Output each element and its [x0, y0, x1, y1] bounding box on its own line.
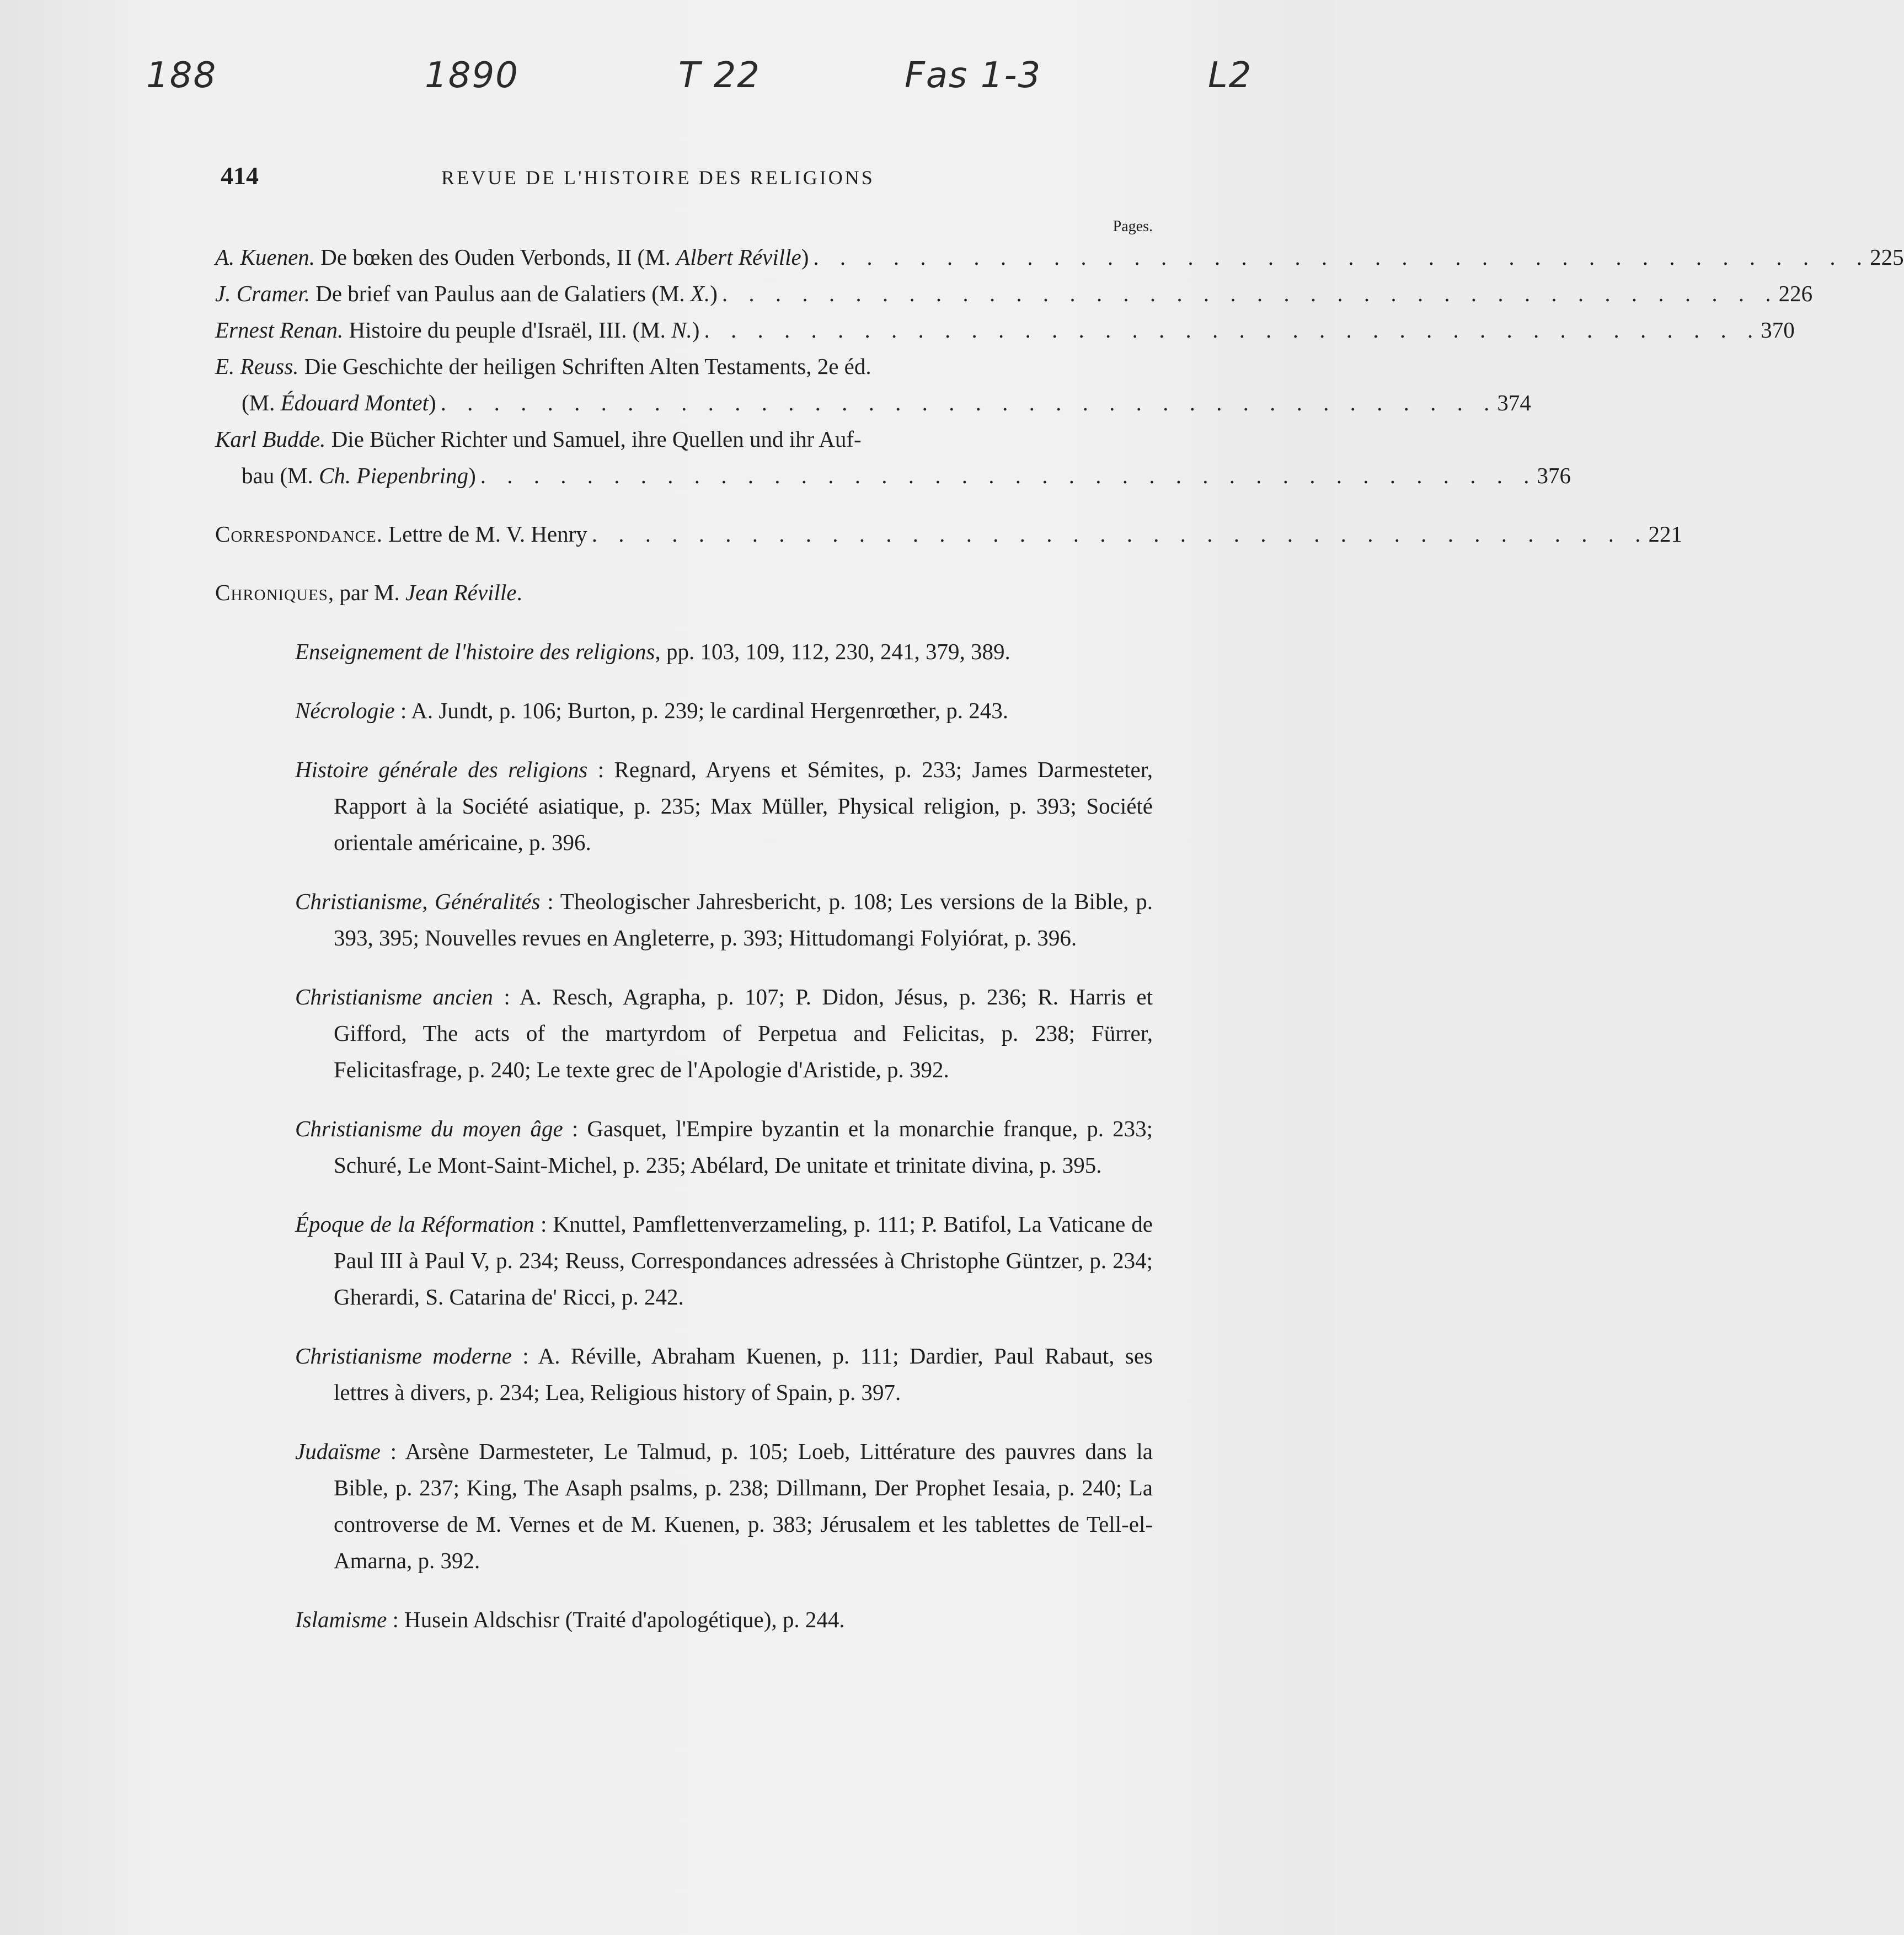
- entry-page: 376: [1537, 463, 1571, 488]
- chroniques-text: , par M.: [328, 580, 405, 605]
- entry-tail: ): [710, 281, 718, 306]
- entry-author: Karl Budde.: [215, 426, 326, 452]
- entry-tail: ): [468, 463, 476, 488]
- entry-text: Histoire du peuple d'Israël, III. (M.: [343, 317, 672, 343]
- journal-title: REVUE DE L'HISTOIRE DES RELIGIONS: [441, 167, 875, 189]
- entry-page: 374: [1497, 390, 1531, 415]
- chronique-label: Islamisme: [295, 1607, 387, 1632]
- chronique-text: : A. Réville, Abraham Kuenen, p. 111; Dardier, Paul Rabaut, ses lettres à divers, p. 234; Lea, Religious history of Spain, p. 397.: [334, 1343, 1153, 1405]
- chronique-label: Nécrologie: [295, 698, 395, 723]
- chronique-text: : A. Jundt, p. 106; Burton, p. 239; le cardinal Hergenrœther, p. 243.: [394, 698, 1009, 723]
- chronique-list: [295, 633, 1153, 1638]
- entry-reviewer: Ch. Piepenbring: [319, 463, 469, 488]
- chronique-item: [295, 1206, 1153, 1315]
- chronique-item: [295, 1338, 1153, 1410]
- entry-page: 226: [1778, 281, 1813, 306]
- entry-author: J. Cramer.: [215, 281, 310, 306]
- entry-text: De brief van Paulus aan de Galatiers (M.: [309, 281, 691, 306]
- correspondance-entry: [215, 516, 1683, 552]
- page-body: [215, 218, 1904, 1638]
- review-entry: [215, 348, 1153, 384]
- chroniques-end: .: [516, 580, 522, 605]
- chroniques-label: Chroniques: [215, 580, 328, 605]
- chronique-text: : A. Resch, Agrapha, p. 107; P. Didon, Jésus, p. 236; R. Harris et Gifford, The acts of the martyrdom of Perpetua and Felicitas, p. 238; Fürrer, Felicitasfrage, p. 240; Le texte grec de l'Apologie d'Aristide, p. 392.: [334, 984, 1153, 1082]
- chronique-label: Christianisme du moyen âge: [295, 1116, 563, 1141]
- chronique-item: [295, 1433, 1153, 1579]
- correspondance-text: Lettre de M. V. Henry: [382, 521, 587, 547]
- chroniques-author: Jean Réville: [405, 580, 517, 605]
- entry-reviewer: X.: [690, 281, 710, 306]
- entry-author: E. Reuss.: [215, 354, 299, 379]
- correspondance-label: Correspondance.: [215, 521, 383, 547]
- handwritten-mark-1: 188: [146, 55, 217, 96]
- pages-column-label: Pages.: [1113, 218, 1153, 235]
- chronique-text: : Husein Aldschisr (Traité d'apologétique), p. 244.: [387, 1607, 845, 1632]
- review-entry-continuation: [215, 457, 1571, 494]
- entry-text: De bœken des Ouden Verbonds, II (M.: [315, 244, 677, 270]
- chronique-label: Enseignement de l'histoire des religions: [295, 639, 655, 664]
- review-entry: [215, 239, 1904, 275]
- leader-dots: . . . . . . . . . . . . . . . . . . . . . . . . . . . . . . . . . . . . . . . .: [440, 390, 1497, 415]
- chronique-label: Christianisme ancien: [295, 984, 493, 1009]
- entry-reviewer: Albert Réville: [676, 244, 801, 270]
- entry-reviewer: Édouard Montet: [280, 390, 429, 415]
- leader-dots: . . . . . . . . . . . . . . . . . . . . . . . . . . . . . . . . . . . . . . . .: [704, 317, 1761, 343]
- chronique-item: [295, 692, 1153, 729]
- chronique-item: [295, 979, 1153, 1088]
- running-header: [221, 161, 1158, 190]
- handwritten-mark-2: 1890: [425, 55, 519, 96]
- chronique-label: Judaïsme: [295, 1439, 381, 1464]
- chronique-text: : Arsène Darmesteter, Le Talmud, p. 105; Loeb, Littérature des pauvres dans la Bible, p. 237; King, The Asaph psalms, p. 238; Dillmann, Der Prophet Iesaia, p. 240; La controverse de M. Vernes et de M. Kuenen, p. 383; Jérusalem et les tablettes de Tell-el-Amarna, p. 392.: [334, 1439, 1153, 1573]
- entry-tail: ): [801, 244, 809, 270]
- chronique-item: [295, 633, 1153, 670]
- chroniques-heading: [215, 574, 1153, 611]
- entry-text: Die Geschichte der heiligen Schriften Alten Testaments, 2e éd.: [298, 354, 871, 379]
- review-entry: [215, 312, 1795, 348]
- entry-text: (M.: [242, 390, 281, 415]
- entry-reviewer: N.: [671, 317, 692, 343]
- chronique-text: : Theologischer Jahresbericht, p. 108; Les versions de la Bible, p. 393, 395; Nouvelles revues en Angleterre, p. 393; Hittudomangi Folyiórat, p. 396.: [334, 889, 1153, 950]
- chronique-label: Christianisme moderne: [295, 1343, 512, 1369]
- entry-tail: ): [428, 390, 436, 415]
- entry-author: A. Kuenen.: [215, 244, 315, 270]
- entry-page: 370: [1761, 317, 1795, 343]
- entry-text: Die Bücher Richter und Samuel, ihre Quellen und ihr Auf-: [325, 426, 862, 452]
- correspondance-page: 221: [1648, 521, 1683, 547]
- chronique-item: [295, 883, 1153, 956]
- leader-dots: . . . . . . . . . . . . . . . . . . . . . . . . . . . . . . . . . . . . . . . .: [480, 463, 1537, 488]
- chronique-item: [295, 751, 1153, 860]
- review-entry: [215, 275, 1813, 312]
- handwritten-mark-4: Fas 1-3: [905, 55, 1042, 96]
- chronique-item: [295, 1110, 1153, 1183]
- chronique-text: : Gasquet, l'Empire byzantin et la monarchie franque, p. 233; Schuré, Le Mont-Saint-Michel, p. 235; Abélard, De unitate et trinitate divina, p. 395.: [334, 1116, 1153, 1178]
- entry-author: Ernest Renan.: [215, 317, 344, 343]
- review-entry-continuation: [215, 384, 1531, 421]
- entry-page: 225: [1870, 244, 1904, 270]
- leader-dots: . . . . . . . . . . . . . . . . . . . . . . . . . . . . . . . . . . . . . . . .: [813, 244, 1870, 270]
- chronique-text: : Regnard, Aryens et Sémites, p. 233; James Darmesteter, Rapport à la Société asiatique, p. 235; Max Müller, Physical religion, p. 393; Société orientale américaine, p. 396.: [334, 757, 1153, 855]
- entry-text: bau (M.: [242, 463, 319, 488]
- chronique-item: [295, 1601, 1153, 1638]
- entry-tail: ): [692, 317, 700, 343]
- chronique-label: Époque de la Réformation: [295, 1211, 534, 1237]
- chronique-text: : Knuttel, Pamflettenverzameling, p. 111; P. Batifol, La Vaticane de Paul III à Paul V, p. 234; Reuss, Correspondances adressées à Christophe Güntzer, p. 234; Gherardi, S. Catarina de' Ricci, p. 242.: [334, 1211, 1153, 1309]
- leader-dots: . . . . . . . . . . . . . . . . . . . . . . . . . . . . . . . . . . . . . . . .: [591, 521, 1649, 547]
- page-number: 414: [221, 162, 259, 190]
- handwritten-mark-5: L2: [1208, 55, 1253, 96]
- leader-dots: . . . . . . . . . . . . . . . . . . . . . . . . . . . . . . . . . . . . . . . .: [721, 281, 1779, 306]
- review-entry: [215, 421, 1153, 457]
- handwritten-mark-3: T 22: [678, 55, 761, 96]
- chronique-label: Christianisme, Généralités: [295, 889, 541, 914]
- chronique-label: Histoire générale des religions: [295, 757, 588, 782]
- chronique-text: , pp. 103, 109, 112, 230, 241, 379, 389.: [655, 639, 1010, 664]
